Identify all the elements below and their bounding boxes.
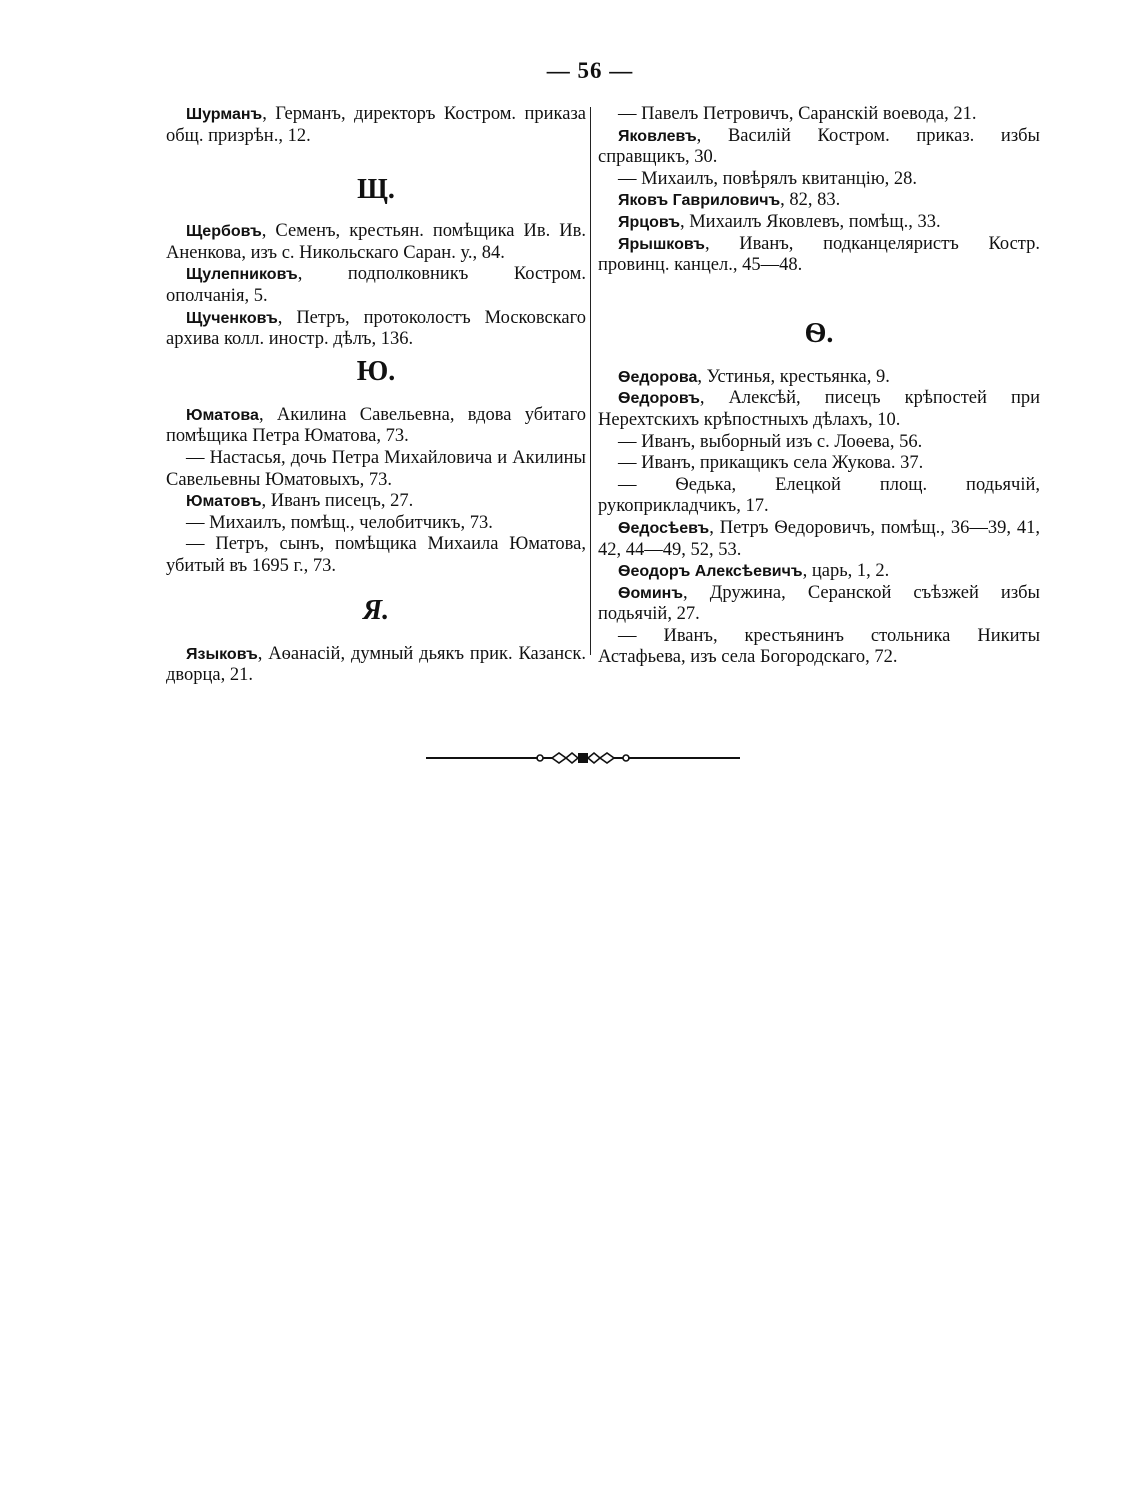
index-entry-fedoseev [598,518,1040,561]
index-entry-fedorov [598,388,1040,431]
index-entry-yakovlev [598,126,1040,169]
index-subentry-mikhail: — Михаилъ, помѣщ., челобитчикъ, 73. [186,512,493,533]
entry-text: , Василій Костром. приказ. избы справщикъ, 30. [598,125,1040,168]
entry-name: Юматовъ [186,493,262,511]
index-entry-yaryshkov [598,234,1040,277]
entry-name: Языковъ [186,645,258,663]
entry-text: , Акилина Савельевна, вдова убитаго помѣщика Петра Юматова, 73. [166,404,586,447]
entry-name: Ѳедосѣевъ [618,519,710,537]
section-letter-ya: Я. [362,594,390,626]
entry-name: Ѳеодоръ Алексѣевичъ [618,563,803,581]
entry-text: , Алексѣй, писецъ крѣпостей при Нерехтскихъ крѣпостныхъ дѣлахъ, 10. [598,388,1040,430]
entry-name: Яковлевъ [618,127,697,145]
right-column [598,104,1040,669]
section-letter-fita: Ѳ. [804,317,834,349]
index-entry-fomin [598,583,1040,626]
entry-text: , Устинья, крестьянка, 9. [697,366,890,387]
entry-text: , Петръ Ѳедоровичъ, помѣщ., 36—39, 41, 42, 44—49, 52, 53. [598,517,1040,560]
entry-text: , Иванъ, подканцеляристъ Костр. провинц. канцел., 45—48. [598,233,1040,276]
section-letter-yu: Ю. [356,355,396,387]
entry-text: , Иванъ писецъ, 27. [261,491,414,512]
index-subentry-ivan-loeva: — Иванъ, выборный изъ с. Лоѳева, 56. [618,431,923,452]
entry-name: Ярышковъ [618,235,705,253]
index-subentry-yakovlev-mikhail: — Михаилъ, повѣрялъ квитанцію, 28. [618,168,918,189]
index-entry-feodor [598,561,1040,583]
entry-name: Шурманъ [186,106,263,123]
column-divider [590,107,591,655]
entry-text: , Семенъ, крестьян. помѣщика Ив. Ив. Аненкова, изъ с. Никольскаго Саран. у., 84. [166,221,586,263]
entry-name: Ярцовъ [618,213,680,231]
index-subentry-nastasya: — Настасья, дочь Петра Михайловича и Акилины Савельевны Юматовыхъ, 73. [166,447,586,490]
entry-text: , царь, 1, 2. [802,561,890,582]
entry-text: , Дружина, Серанской съѣзжей избы подьячій, 27. [598,582,1040,625]
entry-text: , Германъ, директоръ Костром. приказа общ. призрѣн., 12. [166,104,586,146]
index-subentry-petr: — Петръ, сынъ, помѣщика Михаила Юматова, убитый въ 1695 г., 73. [166,534,586,576]
entry-text: , Михаилъ Яковлевъ, помѣщ., 33. [679,211,941,232]
entry-text: , 82, 83. [780,190,841,211]
entry-name: Яковъ Гавриловичъ [618,192,781,210]
entry-name: Юматова [186,406,259,424]
index-subentry-ivan-zhukova: — Иванъ, прикащикъ села Жукова. 37. [618,453,924,474]
index-entry-shurman [166,104,586,147]
entry-text: , Петръ, протоколостъ Московскаго архива колл. иностр. дѣлъ, 136. [166,307,586,350]
entry-name: Щербовъ [186,223,262,241]
index-entry-yartsov [598,212,1040,234]
index-entry-fedorova [598,367,1040,389]
entry-name: Ѳедоровъ [618,390,700,408]
index-subentry-fedka: — Ѳедька, Елецкой площ. подьячій, рукоприкладчикъ, 17. [598,474,1040,517]
index-entry-yazykov [166,644,586,687]
index-subentry-pavel: — Павелъ Петровичъ, Саранскій воевода, 21. [618,104,977,124]
index-entry-yakov [598,190,1040,212]
entry-name: Щученковъ [186,309,278,327]
entry-text: , подполковникъ Костром. ополчанія, 5. [166,264,586,306]
left-column [166,104,586,687]
index-entry-shcherbov [166,221,586,264]
entry-name: Ѳедорова [618,368,698,386]
page-number: — 56 — [546,58,634,83]
index-entry-shchulepnikov [166,264,586,307]
index-entry-shchuchenkov [166,308,586,351]
entry-name: Щулепниковъ [186,266,298,284]
index-entry-yumatova [166,405,586,448]
section-letter-shch: Щ. [357,174,395,206]
end-ornament [426,745,740,771]
index-entry-yumatov [166,491,586,513]
entry-text: , Аѳанасій, думный дьякъ прик. Казанск. дворца, 21. [166,643,586,686]
entry-name: Ѳоминъ [618,584,684,602]
index-subentry-fomin-ivan: — Иванъ, крестьянинъ стольника Никиты Астафьева, изъ села Богородскаго, 72. [598,625,1040,668]
